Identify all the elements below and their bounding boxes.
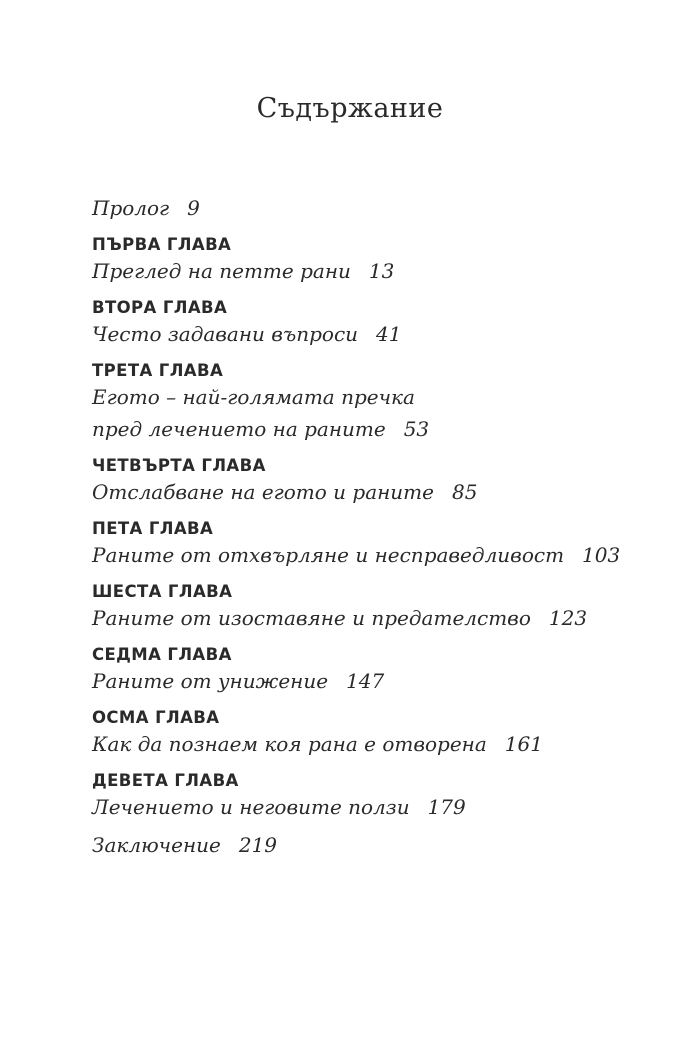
chapter-heading: ПЕТА ГЛАВА [92,519,214,538]
toc-chapter [92,582,652,634]
chapter-title-line [92,255,652,287]
chapter-heading: ОСМА ГЛАВА [92,708,220,727]
chapter-title-line [92,791,652,823]
chapter-page-number: 179 [427,795,466,819]
chapter-title-line [92,318,652,350]
chapter-page-number: 85 [451,480,478,504]
table-of-contents [92,192,652,861]
chapter-heading: СЕДМА ГЛАВА [92,645,232,664]
prologue-title: Пролог [92,196,170,220]
chapter-title: Често задавани въпроси [92,322,359,346]
chapter-heading: ТРЕТА ГЛАВА [92,361,224,380]
toc-chapter [92,298,652,350]
chapter-title-line [92,381,652,413]
chapter-title: Отслабване на егото и раните [92,480,434,504]
chapter-title: Егото – най-голямата пречка [92,385,415,409]
chapter-page-number: 103 [582,543,621,567]
prologue-page: 9 [187,196,200,220]
chapter-page-number: 147 [346,669,385,693]
chapter-title: пред лечението на раните [92,417,386,441]
toc-entry-prologue [92,192,652,224]
chapter-title-line [92,665,652,697]
chapter-page-number: 123 [548,606,588,630]
toc-chapter [92,645,652,697]
page-title: Съдържание [256,93,444,124]
chapter-heading: ЧЕТВЪРТА ГЛАВА [92,456,266,475]
toc-chapter [92,519,652,571]
chapter-title-line [92,413,652,445]
chapter-page-number: 161 [504,732,543,756]
chapter-title-line [92,728,652,760]
toc-chapter [92,235,652,287]
toc-chapter [92,708,652,760]
chapter-heading: ДЕВЕТА ГЛАВА [92,771,239,790]
toc-chapter [92,456,652,508]
conclusion-page: 219 [238,833,278,857]
chapter-title: Раните от изоставяне и предателство [92,606,531,630]
chapter-page-number: 13 [368,259,395,283]
chapter-title: Как да познаем коя рана е отворена [92,732,487,756]
conclusion-title: Заключение [92,833,221,857]
chapter-heading: ШЕСТА ГЛАВА [92,582,233,601]
chapter-title-line [92,602,652,634]
toc-chapter [92,771,652,823]
toc-chapter [92,361,652,445]
chapter-title: Лечението и неговите ползи [92,795,410,819]
chapter-page-number: 41 [376,322,402,346]
chapter-title: Раните от унижение [92,669,329,693]
chapter-heading: ПЪРВА ГЛАВА [92,235,232,254]
chapter-page-number: 53 [403,417,430,441]
toc-entry-conclusion [92,829,652,861]
chapter-heading: ВТОРА ГЛАВА [92,298,228,317]
chapter-title-line [92,476,652,508]
chapter-title: Раните от отхвърляне и несправедливост [92,543,565,567]
chapter-title: Преглед на петте рани [92,259,351,283]
chapter-title-line [92,539,652,571]
